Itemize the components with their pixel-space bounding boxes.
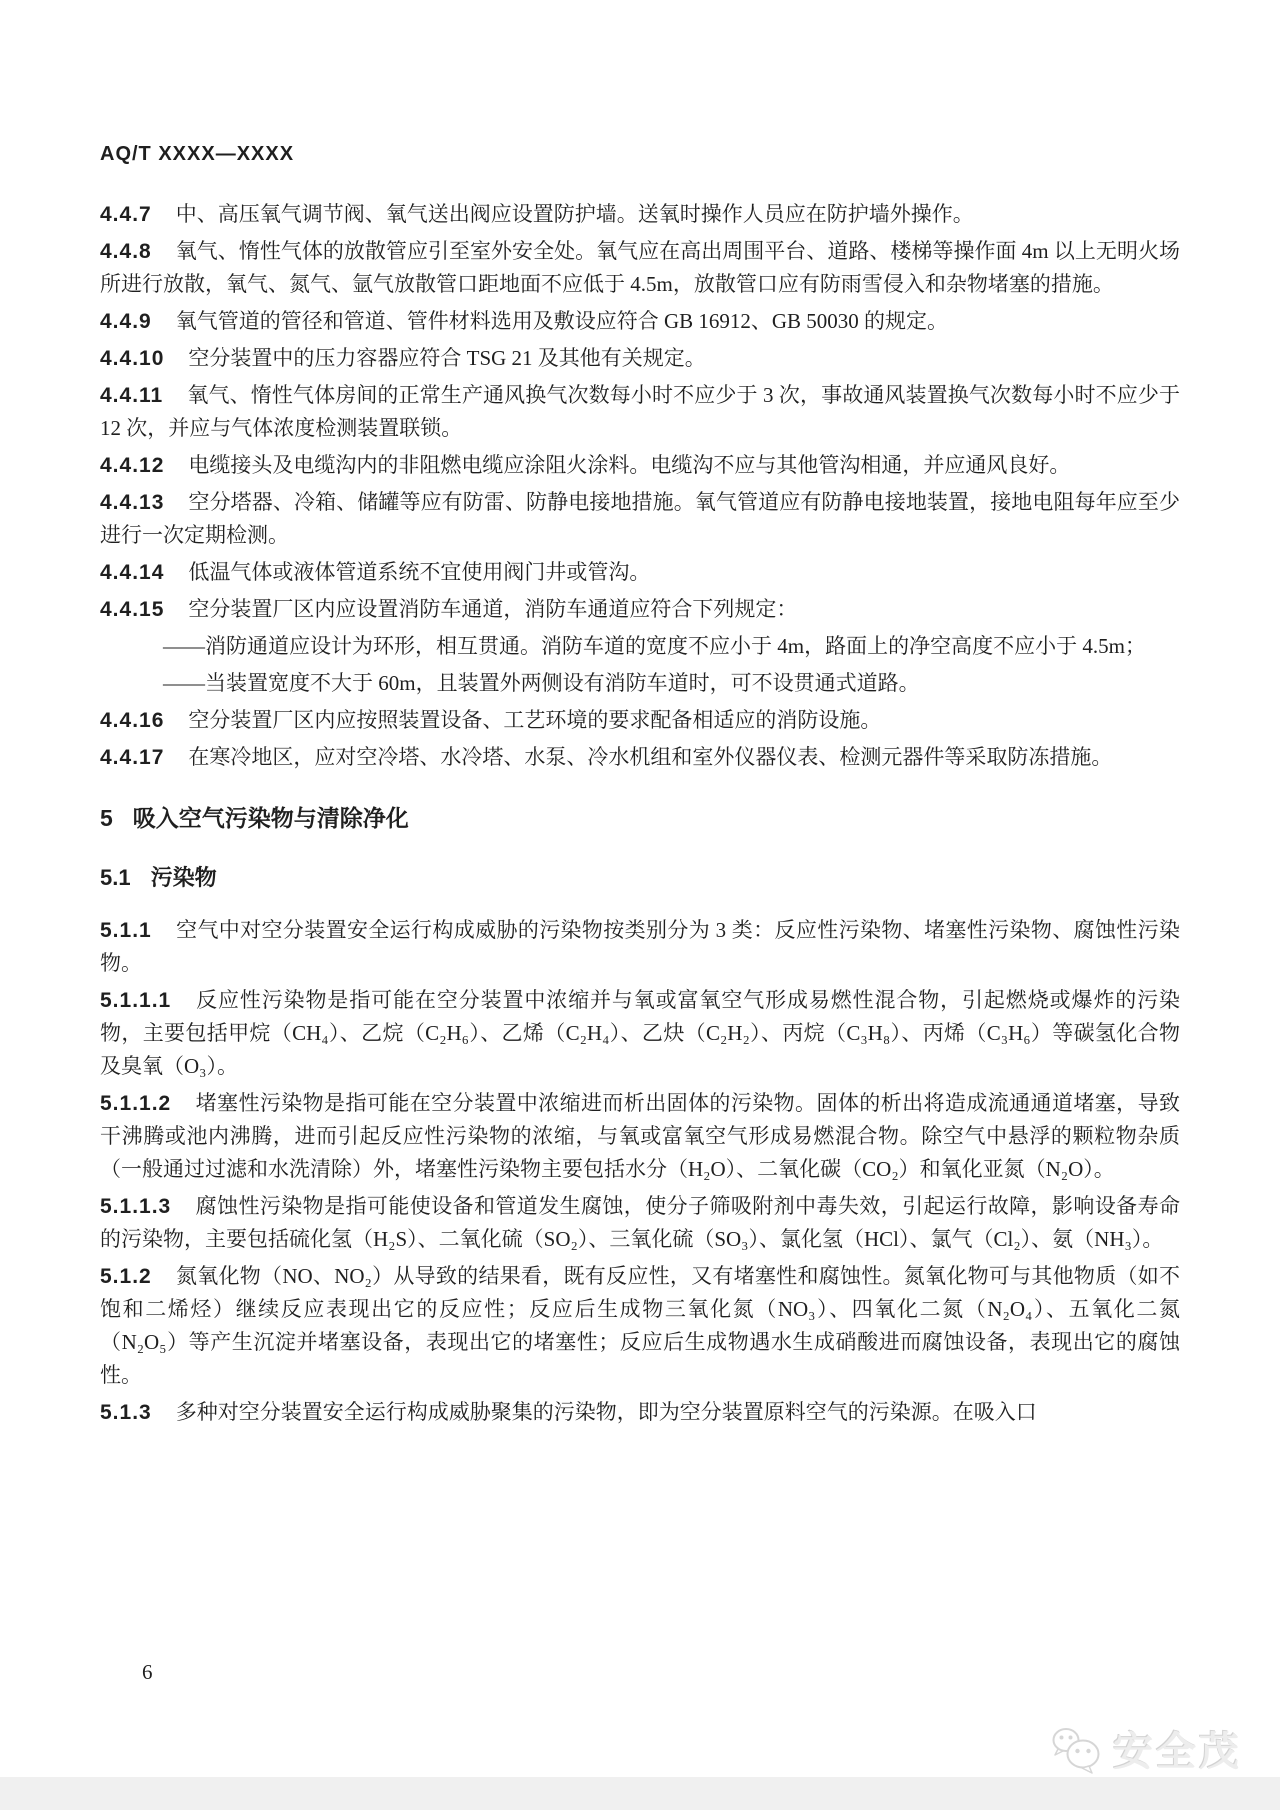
clause-number: 5.1.1.3 [100, 1195, 172, 1218]
watermark-text: 安全茂 [1113, 1730, 1242, 1774]
clause-number: 5.1.2 [100, 1265, 152, 1288]
document-code-header: AQ/T XXXX—XXXX [100, 143, 295, 165]
clause-text: 氧气、惰性气体房间的正常生产通风换气次数每小时不应少于 3 次，事故通风装置换气次数每小时不应少于 12 次，并应与气体浓度检测装置联锁。 [100, 383, 1180, 440]
clause-number: 4.4.14 [100, 561, 165, 584]
clause-text: 在寒冷地区，应对空冷塔、水冷塔、水泵、冷水机组和室外仪器仪表、检测元器件等采取防冻措施。 [188, 745, 1113, 769]
clause-number: 4.4.13 [100, 491, 165, 514]
clause-4.4.15 [100, 593, 1180, 626]
clause-number: 4.4.16 [100, 709, 165, 732]
clause-text: 氮氧化物（NO、NO₂）从导致的结果看，既有反应性，又有堵塞性和腐蚀性。氮氧化物可与其他物质（如不饱和二烯烃）继续反应表现出它的反应性；反应后生成物三氧化氮（NO₃）、四氧化二氮（N₂O₄）、五氧化二氮（N₂O₅）等产生沉淀并堵塞设备，表现出它的堵塞性；反应后生成物遇水生成硝酸进而腐蚀设备，表现出它的腐蚀性。 [100, 1264, 1180, 1387]
clause-4.4.11 [100, 379, 1180, 445]
clause-text: 堵塞性污染物是指可能在空分装置中浓缩进而析出固体的污染物。固体的析出将造成流通通道堵塞，导致干沸腾或池内沸腾，进而引起反应性污染物的浓缩，与氧或富氧空气形成易燃混合物。除空气中悬浮的颗粒物杂质（一般通过过滤和水洗清除）外，堵塞性污染物主要包括水分（H₂O）、二氧化碳（CO₂）和氧化亚氮（N₂O）。 [100, 1091, 1180, 1181]
clause-number: 4.4.8 [100, 240, 152, 263]
clause-text: 空分装置中的压力容器应符合 TSG 21 及其他有关规定。 [188, 346, 706, 370]
clause-number: 4.4.7 [100, 203, 152, 226]
watermark [1049, 1720, 1242, 1777]
clause-4.4.12 [100, 449, 1180, 482]
section-heading-5 [100, 802, 1180, 835]
clause-4.4.14 [100, 556, 1180, 589]
clause-5.1.1.1 [100, 984, 1180, 1083]
clause-4.4.7 [100, 198, 1180, 231]
clause-number: 4.4.10 [100, 347, 165, 370]
clause-number: 5.1.3 [100, 1401, 152, 1424]
clause-5.1.1 [100, 914, 1180, 980]
clause-text: ——消防通道应设计为环形，相互贯通。消防车道的宽度不应小于 4m，路面上的净空高度不应小于 4.5m； [163, 634, 1146, 658]
clause-text: ——当装置宽度不大于 60m，且装置外两侧设有消防车道时，可不设贯通式道路。 [163, 671, 920, 695]
footer-bar [0, 1777, 1280, 1810]
clause-text: 空分塔器、冷箱、储罐等应有防雷、防静电接地措施。氧气管道应有防静电接地装置，接地电阻每年应至少进行一次定期检测。 [100, 490, 1180, 547]
section-heading-5.1 [100, 861, 1180, 894]
clause-number: 5.1.1.1 [100, 989, 172, 1012]
clause-5.1.2 [100, 1260, 1180, 1392]
clause-text: 多种对空分装置安全运行构成威胁聚集的污染物，即为空分装置原料空气的污染源。在吸入口 [175, 1400, 1037, 1424]
clause-5.1.1.3 [100, 1190, 1180, 1256]
page-number: 6 [142, 1660, 153, 1684]
clause-text: 氧气、惰性气体的放散管应引至室外安全处。氧气应在高出周围平台、道路、楼梯等操作面 4m 以上无明火场所进行放散，氧气、氮气、氩气放散管口距地面不应低于 4.5m，放散管口应有防雨雪侵入和杂物堵塞的措施。 [100, 239, 1180, 296]
clause-number: 4.4.12 [100, 454, 165, 477]
clause-4.4.8 [100, 235, 1180, 301]
clause-text: 污染物 [150, 865, 217, 890]
clause-text: 中、高压氧气调节阀、氧气送出阀应设置防护墙。送氧时操作人员应在防护墙外操作。 [175, 202, 974, 226]
clause-number: 4.4.9 [100, 310, 152, 333]
clause-4.4.16 [100, 704, 1180, 737]
clause-number: 4.4.15 [100, 598, 165, 621]
clause-4.4.9 [100, 305, 1180, 338]
clause-4.4.13 [100, 486, 1180, 552]
clause-text: 空分装置厂区内应设置消防车通道，消防车通道应符合下列规定： [188, 597, 798, 621]
clause-number: 4.4.11 [100, 384, 164, 407]
clause-text: 空分装置厂区内应按照装置设备、工艺环境的要求配备相适应的消防设施。 [188, 708, 882, 732]
clause-text: 氧气管道的管径和管道、管件材料选用及敷设应符合 GB 16912、GB 50030 的规定。 [175, 309, 949, 333]
clause-number: 5.1 [100, 865, 131, 890]
clause-4.4.17 [100, 741, 1180, 774]
wechat-icon [1049, 1722, 1103, 1776]
clause-text: 电缆接头及电缆沟内的非阻燃电缆应涂阻火涂料。电缆沟不应与其他管沟相通，并应通风良好。 [188, 453, 1071, 477]
dash-list-item [100, 630, 1180, 663]
clause-text: 腐蚀性污染物是指可能使设备和管道发生腐蚀，使分子筛吸附剂中毒失效，引起运行故障，影响设备寿命的污染物，主要包括硫化氢（H₂S）、二氧化硫（SO₂）、三氧化硫（SO₃）、氯化氢（HCl）、氯气（Cl₂）、氨（NH₃）。 [100, 1194, 1180, 1251]
document-body [100, 198, 1180, 1433]
clause-text: 低温气体或液体管道系统不宜使用阀门井或管沟。 [188, 560, 651, 584]
clause-number: 4.4.17 [100, 746, 165, 769]
clause-number: 5.1.1.2 [100, 1092, 172, 1115]
clause-text: 吸入空气污染物与清除净化 [132, 805, 409, 831]
clause-5.1.1.2 [100, 1087, 1180, 1186]
clause-number: 5.1.1 [100, 919, 152, 942]
clause-4.4.10 [100, 342, 1180, 375]
clause-number: 5 [100, 805, 113, 831]
clause-text: 空气中对空分装置安全运行构成威胁的污染物按类别分为 3 类：反应性污染物、堵塞性污染物、腐蚀性污染物。 [100, 918, 1180, 975]
clause-text: 反应性污染物是指可能在空分装置中浓缩并与氧或富氧空气形成易燃性混合物，引起燃烧或爆炸的污染物，主要包括甲烷（CH₄）、乙烷（C₂H₆）、乙烯（C₂H₄）、乙炔（C₂H₂）、丙烷（C₃H₈）、丙烯（C₃H₆）等碳氢化合物及臭氧（O₃）。 [100, 988, 1180, 1078]
dash-list-item [100, 667, 1180, 700]
clause-5.1.3 [100, 1396, 1180, 1429]
